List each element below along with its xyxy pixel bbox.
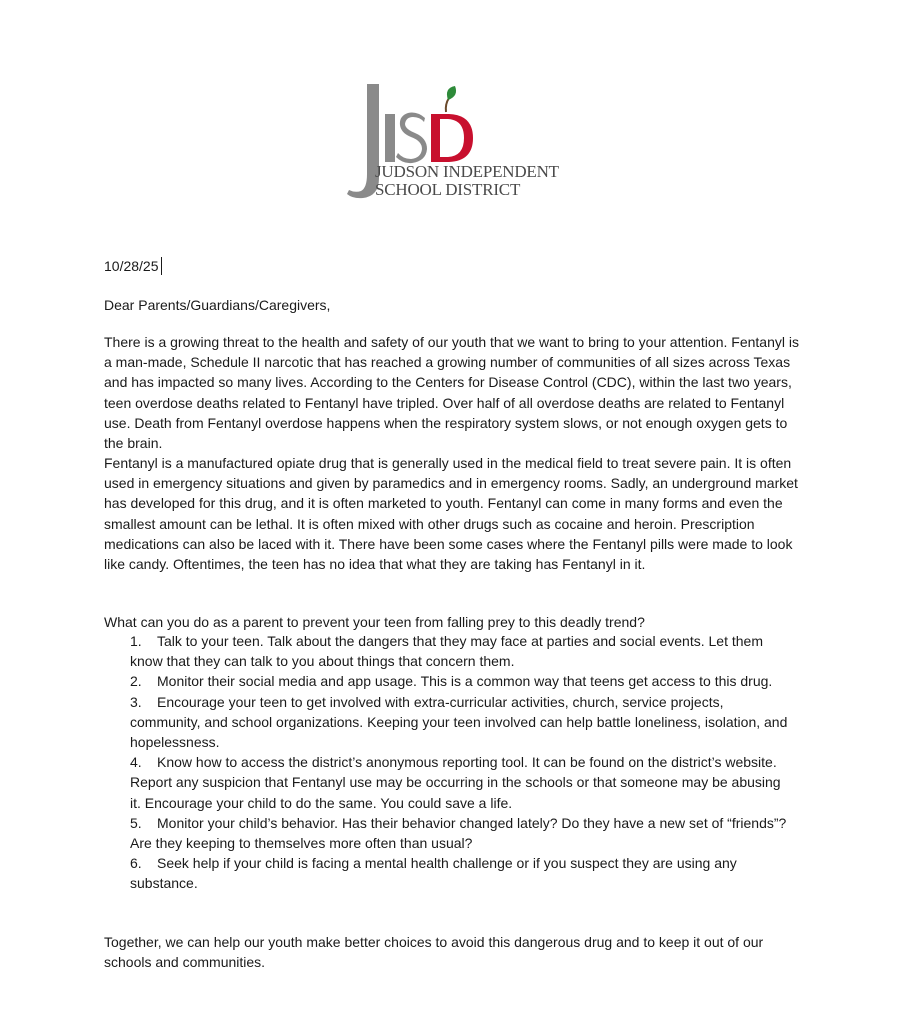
- letter-date[interactable]: 10/28/25: [104, 257, 162, 275]
- logo-district-name-line1: JUDSON INDEPENDENT: [375, 162, 559, 181]
- list-item-number: 6.: [130, 855, 142, 872]
- letter-question: What can you do as a parent to prevent your teen from falling prey to this deadly trend?: [104, 614, 645, 630]
- list-item-text: Know how to access the district’s anonymous reporting tool. It can be found on the district’s website. Report any suspicion that Fentanyl use may be occurring in the schools or that someone may be abusing it. Encourage your child to do the same. You could save a life.: [130, 754, 781, 811]
- letter-paragraph-1: There is a growing threat to the health and safety of our youth that we want to bring to your attention. Fentanyl is a man-made, Schedule II narcotic that has reached a growing number of communities of all sizes across Texas and has impacted so many lives. According to the Centers for Disease Control (CDC), within the last two years, teen overdose deaths related to Fentanyl have tripled. Over half of all overdose deaths are related to Fentanyl use. Death from Fentanyl overdose happens when the respiratory system slows, or not enough oxygen gets to the brain.: [104, 334, 799, 452]
- list-item-number: 4.: [130, 754, 142, 771]
- list-item: [130, 813, 790, 853]
- letter-closing: Together, we can help our youth make better choices to avoid this dangerous drug and to keep it out of our schools and communities.: [104, 934, 764, 971]
- list-item: [130, 692, 790, 753]
- list-item-number: 3.: [130, 693, 142, 710]
- list-item-number: 5.: [130, 814, 142, 831]
- list-item: [130, 631, 790, 671]
- list-item-text: Monitor their social media and app usage. This is a common way that teens get access to this drug.: [157, 673, 773, 690]
- letter-paragraph-2: Fentanyl is a manufactured opiate drug that is generally used in the medical field to treat severe pain. It is often used in emergency situations and given by paramedics and in emergency rooms. Sadly, an underground market has developed for this drug, and it is often marketed to youth. Fentanyl can come in many forms and even the smallest amount can be lethal. It is often mixed with other drugs such as cocaine and heroin. Prescription medications can also be laced with it. There have been some cases where the Fentanyl pills were made to look like candy. Oftentimes, the teen has no idea that what they are taking has Fentanyl in it.: [104, 455, 798, 573]
- list-item-text: Encourage your teen to get involved with extra-curricular activities, church, service projects, community, and school organizations. Keeping your teen involved can help battle loneliness, isolation, and hopelessness.: [130, 693, 788, 751]
- list-item-text: Monitor your child’s behavior. Has their behavior changed lately? Do they have a new set of “friends”? Are they keeping to themselves more often than usual?: [130, 814, 787, 852]
- list-item: [130, 752, 790, 813]
- prevention-tips-list: [130, 631, 790, 894]
- list-item-number: 1.: [130, 633, 142, 649]
- list-item-text: Seek help if your child is facing a mental health challenge or if you suspect they are using any substance.: [130, 855, 737, 892]
- logo-district-name-line2: SCHOOL DISTRICT: [375, 180, 521, 199]
- list-item-text: Talk to your teen. Talk about the dangers that they may face at parties and social events. Let them know that they can talk to you about things that concern them.: [130, 633, 763, 670]
- letter-salutation: Dear Parents/Guardians/Caregivers,: [104, 297, 331, 313]
- district-logo: [345, 82, 570, 204]
- list-item-number: 2.: [130, 673, 142, 690]
- list-item: [130, 671, 790, 691]
- list-item: [130, 853, 790, 893]
